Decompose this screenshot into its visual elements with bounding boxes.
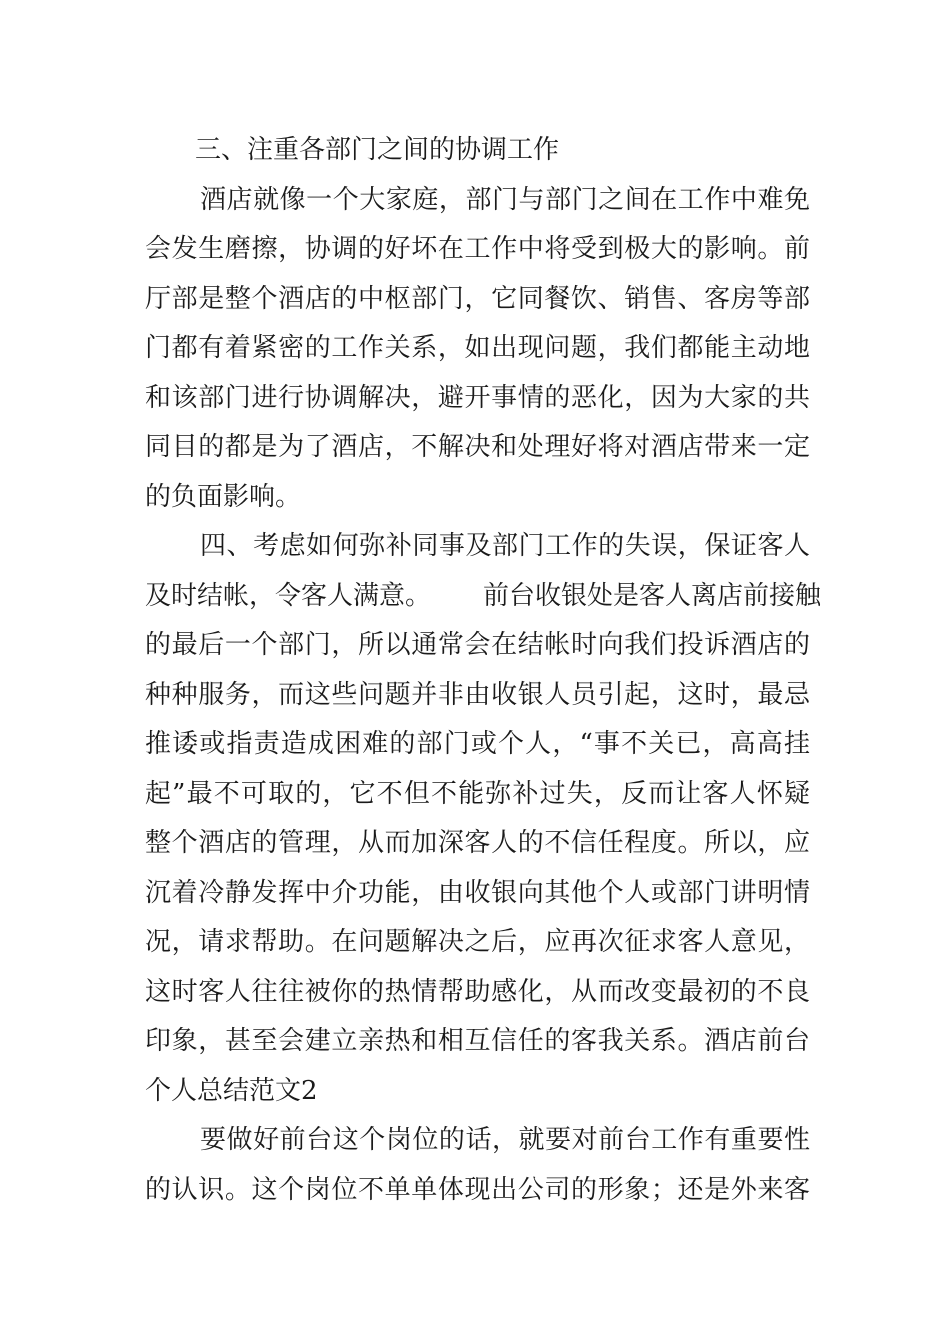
paragraph-line: 的最后一个部门，所以通常会在结帐时向我们投诉酒店的 — [145, 630, 810, 660]
paragraph-line: 的负面影响。 — [145, 482, 302, 512]
paragraph-line: 门都有着紧密的工作关系，如出现问题，我们都能主动地 — [145, 333, 810, 363]
paragraph-line: 种种服务，而这些问题并非由收银人员引起，这时，最忌 — [145, 680, 810, 710]
paragraph-line: 整个酒店的管理，从而加深客人的不信任程度。所以，应 — [145, 828, 810, 858]
paragraph-line: 厅部是整个酒店的中枢部门，它同餐饮、销售、客房等部 — [145, 284, 810, 314]
section-heading-4: 四、考虑如何弥补同事及部门工作的失误，保证客人 — [200, 531, 810, 561]
paragraph-start: 前台收银处是客人离店前接触 — [483, 581, 822, 611]
paragraph-line: 个人总结范文2 — [145, 1076, 318, 1106]
paragraph-line: 沉着冷静发挥中介功能，由收银向其他个人或部门讲明情 — [145, 878, 810, 908]
heading-4-continuation: 及时结帐，令客人满意。 — [145, 581, 432, 611]
paragraph-line: 推诿或指责造成困难的部门或个人，“事不关已，高高挂 — [145, 729, 810, 759]
paragraph-line: 这时客人往往被你的热情帮助感化，从而改变最初的不良 — [145, 977, 810, 1007]
paragraph-line: 和该部门进行协调解决，避开事情的恶化，因为大家的共 — [145, 383, 810, 413]
paragraph-line: 起”最不可取的，它不但不能弥补过失，反而让客人怀疑 — [145, 779, 810, 809]
paragraph-line: 会发生磨擦，协调的好坏在工作中将受到极大的影响。前 — [145, 234, 810, 264]
section-heading-3: 三、注重各部门之间的协调工作 — [195, 135, 560, 165]
paragraph-line: 要做好前台这个岗位的话，就要对前台工作有重要性 — [200, 1125, 810, 1155]
paragraph-line: 况，请求帮助。在问题解决之后，应再次征求客人意见， — [145, 927, 810, 957]
paragraph-line: 酒店就像一个大家庭，部门与部门之间在工作中难免 — [200, 185, 810, 215]
paragraph-line: 印象，甚至会建立亲热和相互信任的客我关系。酒店前台 — [145, 1026, 810, 1056]
paragraph-line: 的认识。这个岗位不单单体现出公司的形象；还是外来客 — [145, 1175, 810, 1205]
paragraph-line: 同目的都是为了酒店，不解决和处理好将对酒店带来一定 — [145, 432, 810, 462]
paragraph-line — [145, 576, 822, 616]
